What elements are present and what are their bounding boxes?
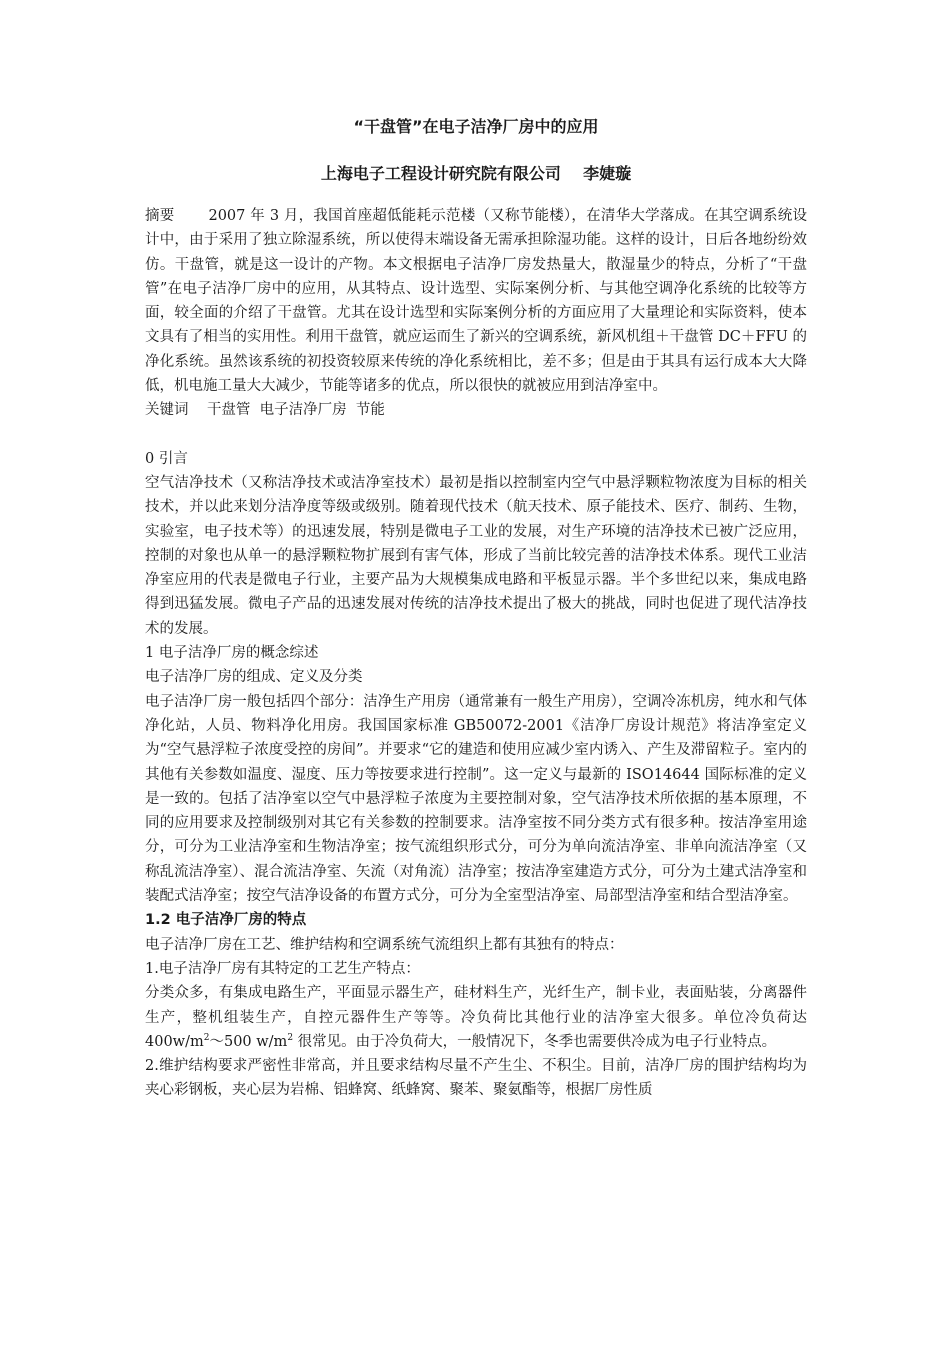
superscript-2: 2 <box>203 1032 210 1043</box>
keywords-text: 干盘管 电子洁净厂房 节能 <box>206 402 385 419</box>
keywords-label: 关键词 <box>145 402 189 419</box>
section-1-subheading: 电子洁净厂房的组成、定义及分类 <box>145 669 363 686</box>
section-0-heading: 0 引言 <box>145 450 188 467</box>
abstract-paragraph <box>145 204 807 398</box>
section-0-paragraph: 空气洁净技术（又称洁净技术或洁净室技术）最初是指以控制室内空气中悬浮颗粒物浓度为目标的相关技术，并以此来划分洁净度等级或级别。随着现代技术（航天技术、原子能技术、医疗、制药、生物，实验室，电子技术等）的迅速发展，特别是微电子工业的发展，对生产环境的洁净技术已被广泛应用，控制的对象也从单一的悬浮颗粒物扩展到有害气体，形成了当前比较完善的洁净技术体系。现代工业洁净室应用的代表是微电子行业，主要产品为大规模集成电路和平板显示器。半个多世纪以来，集成电路得到迅猛发展。微电子产品的迅速发展对传统的洁净技术提出了极大的挑战，同时也促进了现代洁净技术的发展。 <box>145 474 807 637</box>
keywords-line <box>145 398 807 422</box>
author-line: 上海电子工程设计研究院有限公司 李婕璇 <box>320 164 632 183</box>
point-1-text-c: 很常见。由于冷负荷大，一般情况下，冬季也需要供冷成为电子行业特点。 <box>293 1033 777 1050</box>
document-title: “干盘管”在电子洁净厂房中的应用 <box>353 117 599 136</box>
point-1-text-b: ～500 w/m <box>209 1033 288 1050</box>
section-1-heading: 1 电子洁净厂房的概念综述 <box>145 645 319 662</box>
point-1-paragraph <box>145 981 807 1054</box>
abstract-label: 摘要 <box>145 208 175 224</box>
point-1-heading: 1.电子洁净厂房有其特定的工艺生产特点： <box>145 960 420 977</box>
section-1-2-intro: 电子洁净厂房在工艺、维护结构和空调系统气流组织上都有其独有的特点： <box>145 936 624 953</box>
point-1-text-a: 分类众多，有集成电路生产，平面显示器生产，硅材料生产，光纤生产，制卡业，表面贴装，分离器件生产，整机组装生产，自控元器件生产等等。冷负荷比其他行业的洁净室大很多。单位冷负荷达 400w/m <box>145 985 807 1050</box>
section-1-2-heading: 1.2 电子洁净厂房的特点 <box>145 912 307 929</box>
superscript-2: 2 <box>287 1032 294 1043</box>
abstract-text: 2007 年 3 月，我国首座超低能耗示范楼（又称节能楼），在清华大学落成。在其空调系统设计中，由于采用了独立除湿系统，所以使得末端设备无需承担除湿功能。这样的设计，日后各地纷纷效仿。干盘管，就是这一设计的产物。本文根据电子洁净厂房发热量大，散湿量少的特点，分析了“干盘管”在电子洁净厂房中的应用，从其特点、设计选型、实际案例分析、与其他空调净化系统的比较等方面，较全面的介绍了干盘管。尤其在设计选型和实际案例分析的方面应用了大量理论和实际资料，使本文具有了相当的实用性。利用干盘管，就应运而生了新兴的空调系统，新风机组＋干盘管 DC＋FFU 的净化系统。虽然该系统的初投资较原来传统的净化系统相比，差不多；但是由于其具有运行成本大大降低，机电施工量大大减少，节能等诸多的优点，所以很快的就被应用到洁净室中。 <box>145 208 808 395</box>
section-1-paragraph: 电子洁净厂房一般包括四个部分：洁净生产用房（通常兼有一般生产用房），空调冷冻机房，纯水和气体净化站，人员、物料净化用房。我国国家标准 GB50072-2001《洁净厂房设计规范》将洁净室定义为“空气悬浮粒子浓度受控的房间”。并要求“它的建造和使用应减少室内诱入、产生及滞留粒子。室内的其他有关参数如温度、湿度、压力等按要求进行控制”。这一定义与最新的 ISO14644 国际标准的定义是一致的。包括了洁净室以空气中悬浮粒子浓度为主要控制对象，空气洁净技术所依据的基本原理，不同的应用要求及控制级别对其它有关参数的控制要求。洁净室按不同分类方式有很多种。按洁净室用途分，可分为工业洁净室和生物洁净室；按气流组织形式分，可分为单向流洁净室、非单向流洁净室（又称乱流洁净室）、混合流洁净室、矢流（对角流）洁净室；按洁净室建造方式分，可分为土建式洁净室和装配式洁净室；按空气洁净设备的布置方式分，可分为全室型洁净室、局部型洁净室和结合型洁净室。 <box>145 693 807 905</box>
document-page <box>145 112 807 1103</box>
point-2-paragraph: 2.维护结构要求严密性非常高，并且要求结构尽量不产生尘、不积尘。目前，洁净厂房的围护结构均为夹心彩钢板，夹心层为岩棉、铝蜂窝、纸蜂窝、聚苯、聚氨酯等，根据厂房性质 <box>145 1058 807 1099</box>
